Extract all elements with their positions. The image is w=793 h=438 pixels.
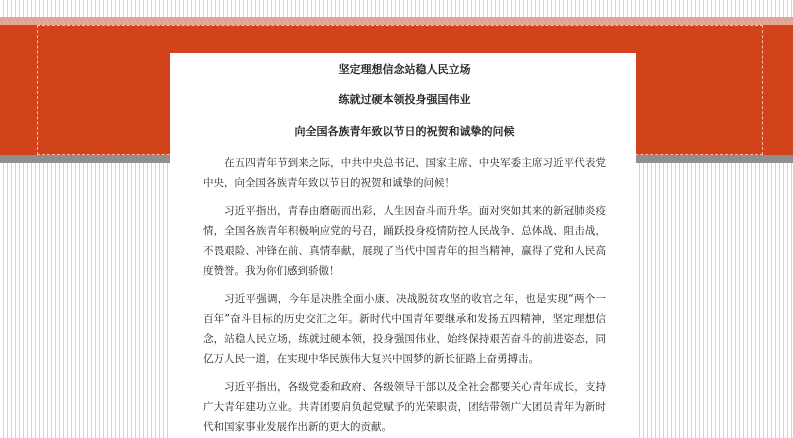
headline-3: 向全国各族青年致以节日的祝贺和诚挚的问候 <box>294 125 515 138</box>
headline-1: 坚定理想信念站稳人民立场 <box>338 63 471 76</box>
paragraph-3: 习近平强调，今年是决胜全面小康、决战脱贫攻坚的收官之年，也是实现“两个一百年”奋斗目标的历史交汇之年。新时代中国青年要继承和发扬五四精神，坚定理想信念，站稳人民立场，练就过硬本领，投身强国伟业，始终保持艰苦奋斗的前进姿态，同亿万人民一道，在实现中华民族伟大复兴中国梦的新长征路上奋勇搏击。 <box>203 293 606 365</box>
headline-2: 练就过硬本领投身强国伟业 <box>338 93 471 106</box>
paragraph-4: 习近平指出，各级党委和政府、各级领导干部以及全社会都要关心青年成长，支持广大青年建功立业。共青团要肩负起党赋予的光荣职责，团结带领广大团员青年为新时代和国家事业发展作出新的更大的贡献。 <box>203 381 606 433</box>
pink-divider-strip <box>0 17 793 25</box>
article-card <box>170 53 636 438</box>
paragraph-1: 在五四青年节到来之际，中共中央总书记、国家主席、中央军委主席习近平代表党中央，向全国各族青年致以节日的祝贺和诚挚的问候！ <box>203 157 606 189</box>
paragraph-2: 习近平指出，青春由磨砺而出彩，人生因奋斗而升华。面对突如其来的新冠肺炎疫情，全国各族青年积极响应党的号召，踊跃投身疫情防控人民战争、总体战、阻击战，不畏艰险、冲锋在前、真情奉献，展现了当代中国青年的担当精神，赢得了党和人民高度赞誉。我为你们感到骄傲！ <box>203 205 606 277</box>
top-stripe-band <box>0 0 793 17</box>
